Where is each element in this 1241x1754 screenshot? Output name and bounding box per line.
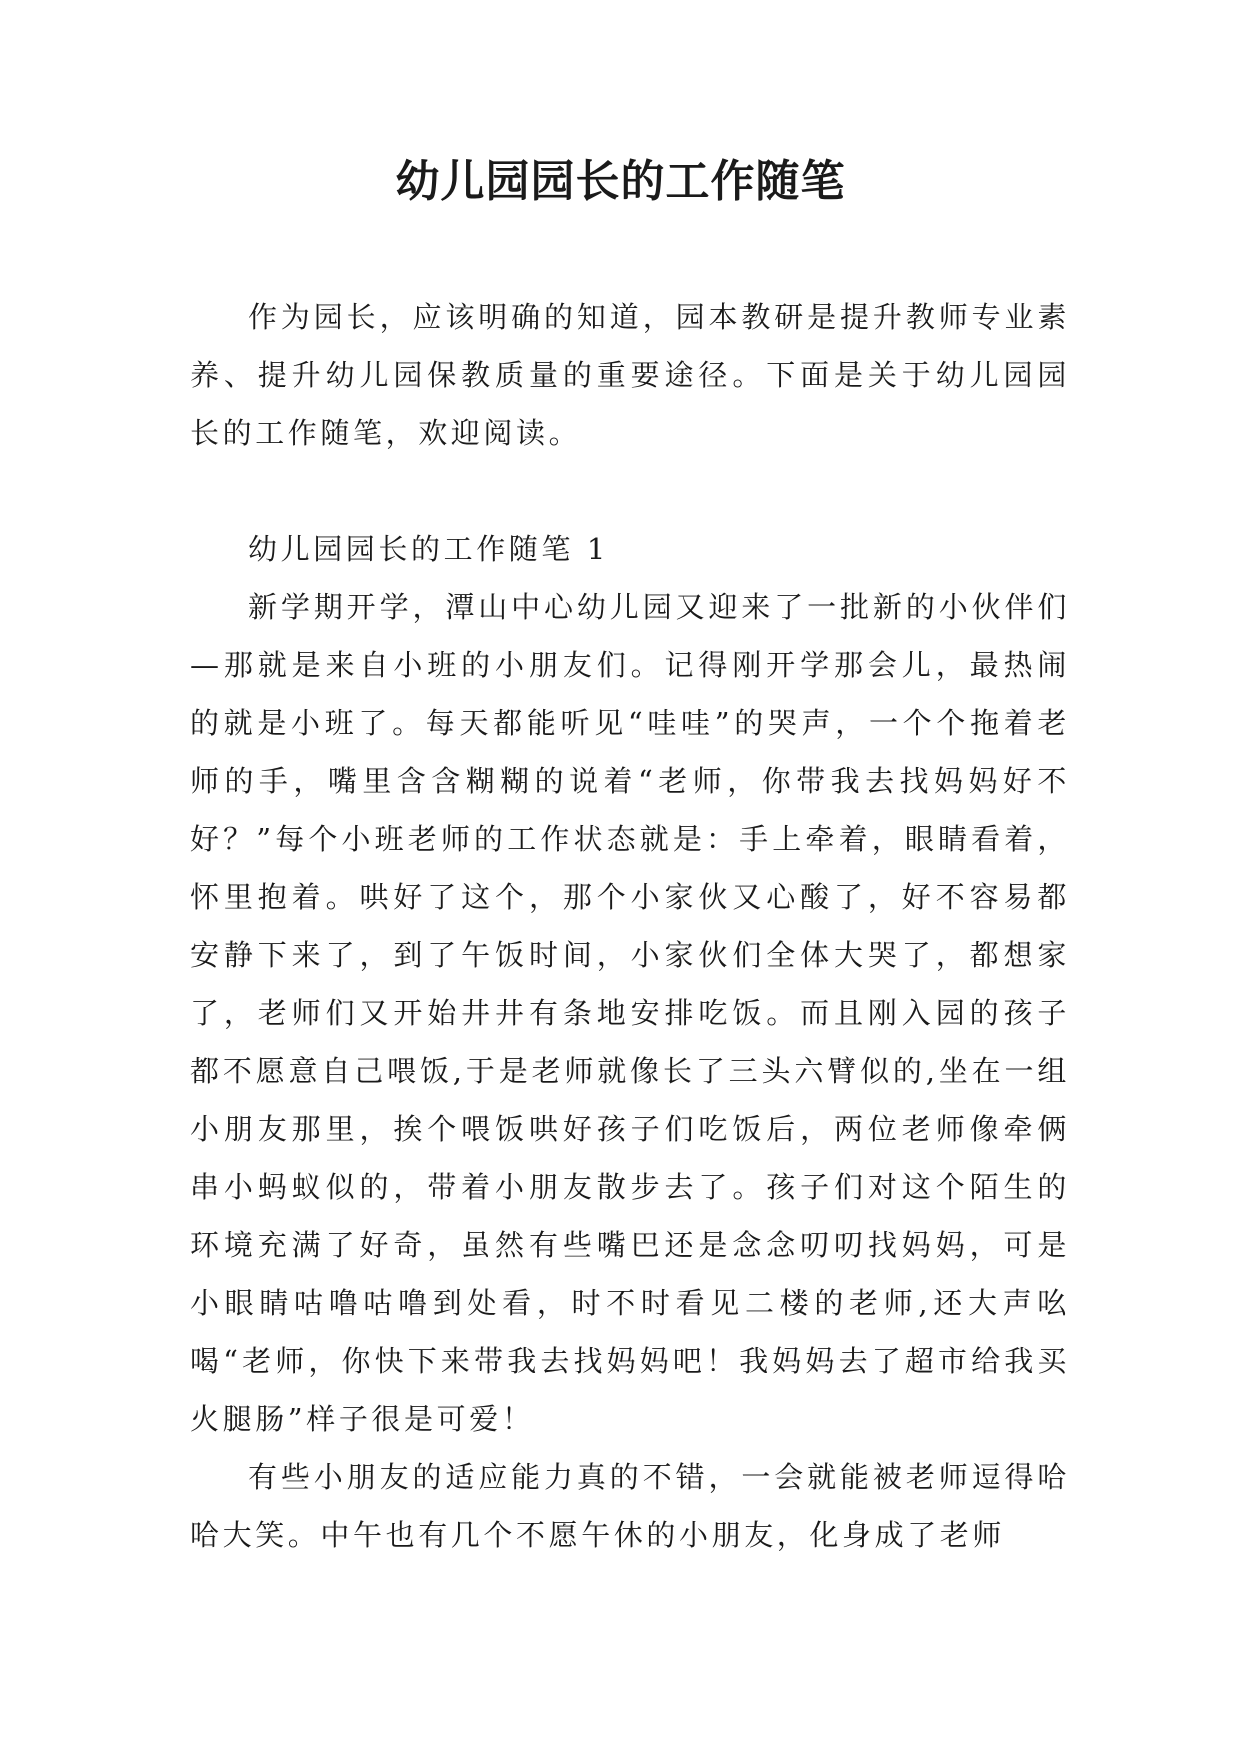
document-title: 幼儿园园长的工作随笔 <box>395 156 846 207</box>
section-heading: 幼儿园园长的工作随笔 1 <box>248 532 609 566</box>
intro-block <box>190 288 1070 462</box>
intro-paragraph: 作为园长，应该明确的知道，园本教研是提升教师专业素养、提升幼儿园保教质量的重要途径。下面是关于幼儿园园长的工作随笔，欢迎阅读。 <box>190 300 1070 450</box>
section-block <box>190 520 1070 1564</box>
body-paragraph: 有些小朋友的适应能力真的不错，一会就能被老师逗得哈哈大笑。中午也有几个不愿午休的小朋友，化身成了老师 <box>190 1460 1070 1552</box>
body-paragraph: 新学期开学，潭山中心幼儿园又迎来了一批新的小伙伴们—那就是来自小班的小朋友们。记得刚开学那会儿，最热闹的就是小班了。每天都能听见“哇哇”的哭声，一个个拖着老师的手，嘴里含含糊糊的说着“老师，你带我去找妈妈好不好？”每个小班老师的工作状态就是：手上牵着，眼睛看着，怀里抱着。哄好了这个，那个小家伙又心酸了，好不容易都安静下来了，到了午饭时间，小家伙们全体大哭了，都想家了，老师们又开始井井有条地安排吃饭。而且刚入园的孩子都不愿意自己喂饭,于是老师就像长了三头六臂似的,坐在一组小朋友那里，挨个喂饭哄好孩子们吃饭后，两位老师像牵俩串小蚂蚁似的，带着小朋友散步去了。孩子们对这个陌生的环境充满了好奇，虽然有些嘴巴还是念念叨叨找妈妈，可是小眼睛咕噜咕噜到处看，时不时看见二楼的老师,还大声吆喝“老师，你快下来带我去找妈妈吧！我妈妈去了超市给我买火腿肠”样子很是可爱！ <box>190 590 1070 1436</box>
